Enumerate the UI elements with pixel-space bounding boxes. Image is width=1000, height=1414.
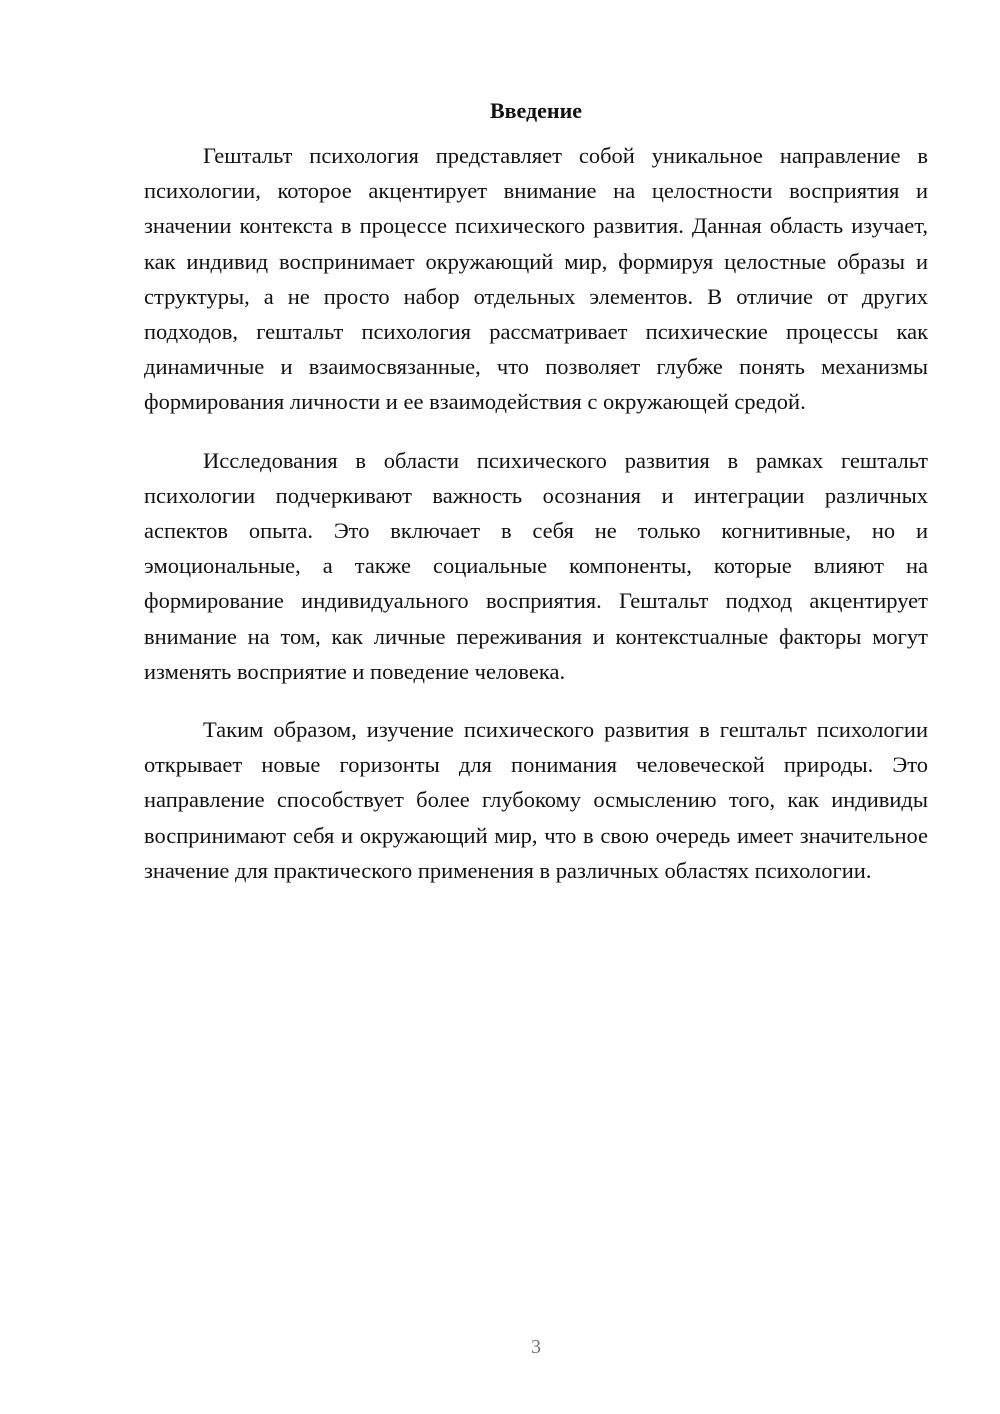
paragraph-1: Гештальт психология представляет собой уникальное направление в психологии, которое акцентирует внимание на целостности восприятия и значении контекста в процессе психического развития. Данная область изучает, как индивид воспринимает окружающий мир, формируя целостные образы и структуры, а не просто набор отдельных элементов. В отличие от других подходов, гештальт психология рассматривает психические процессы как динамичные и взаимосвязанные, что позволяет глубже понять механизмы формирования личности и ее взаимодействия с окружающей средой.: [144, 143, 928, 415]
paragraph-2: Исследования в области психического развития в рамках гештальт психологии подчеркивают важность осознания и интеграции различных аспектов опыта. Это включает в себя не только когнитивные, но и эмоциональные, а также социальные компоненты, которые влияют на формирование индивидуального восприятия. Гештальт подход акцентирует внимание на том, как личные переживания и контекстuaлные факторы могут изменять восприятие и поведение человека.: [144, 447, 928, 684]
page-content: [144, 96, 928, 911]
page-number: 3: [531, 1336, 541, 1358]
section-heading: Введение: [489, 98, 583, 123]
paragraph-3: Таким образом, изучение психического развития в гештальт психологии открывает новые горизонты для понимания человеческой природы. Это направление способствует более глубокому осмыслению того, как индивиды воспринимают себя и окружающий мир, что в свою очередь имеет значительное значение для практического применения в различных областях психологии.: [144, 717, 928, 883]
